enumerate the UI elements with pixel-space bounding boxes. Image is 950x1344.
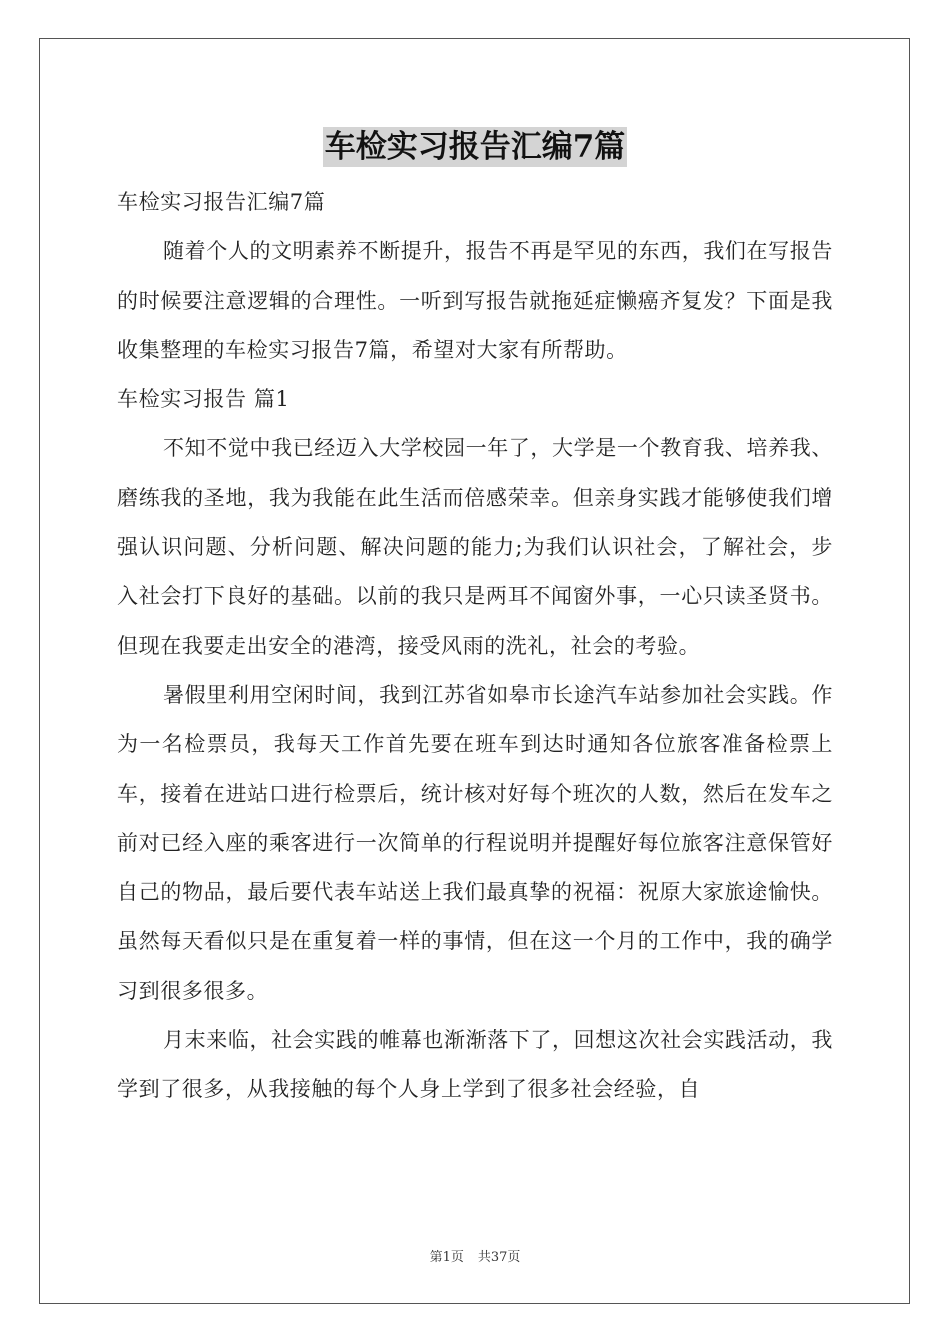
page-total: 共37页: [477, 1250, 521, 1265]
page-footer: [0, 1246, 950, 1265]
section-heading: 车检实习报告 篇1: [117, 387, 290, 412]
document-title-text: 车检实习报告汇编7篇: [324, 129, 626, 165]
document-subtitle: 车检实习报告汇编7篇: [117, 190, 326, 214]
body-paragraph: 暑假里利用空闲时间，我到江苏省如皋市长途汽车站参加社会实践。作为一名检票员，我每天工作首先要在班车到达时通知各位旅客准备检票上车，接着在进站口进行检票后，统计核对好每个班次的人数，然后在发车之前对已经入座的乘客进行一次简单的行程说明并提醒好每位旅客注意保管好自己的物品，最后要代表车站送上我们最真挚的祝福：祝原大家旅途愉快。虽然每天看似只是在重复着一样的事情，但在这一个月的工作中，我的确学习到很多很多。: [117, 682, 833, 1003]
page-number: 第1页: [429, 1250, 464, 1265]
document-body: [117, 178, 833, 1115]
body-paragraph: 月末来临，社会实践的帷幕也渐渐落下了，回想这次社会实践活动，我学到了很多，从我接触的每个人身上学到了很多社会经验，自: [117, 1028, 833, 1102]
body-paragraph: 不知不觉中我已经迈入大学校园一年了，大学是一个教育我、培养我、磨练我的圣地，我为我能在此生活而倍感荣幸。但亲身实践才能够使我们增强认识问题、分析问题、解决问题的能力;为我们认识社会，了解社会，步入社会打下良好的基础。以前的我只是两耳不闻窗外事，一心只读圣贤书。但现在我要走出安全的港湾，接受风雨的洗礼，社会的考验。: [117, 436, 833, 658]
intro-paragraph: 随着个人的文明素养不断提升，报告不再是罕见的东西，我们在写报告的时候要注意逻辑的合理性。一听到写报告就拖延症懒癌齐复发？下面是我收集整理的车检实习报告7篇，希望对大家有所帮助。: [117, 239, 833, 362]
document-title: [0, 127, 950, 167]
